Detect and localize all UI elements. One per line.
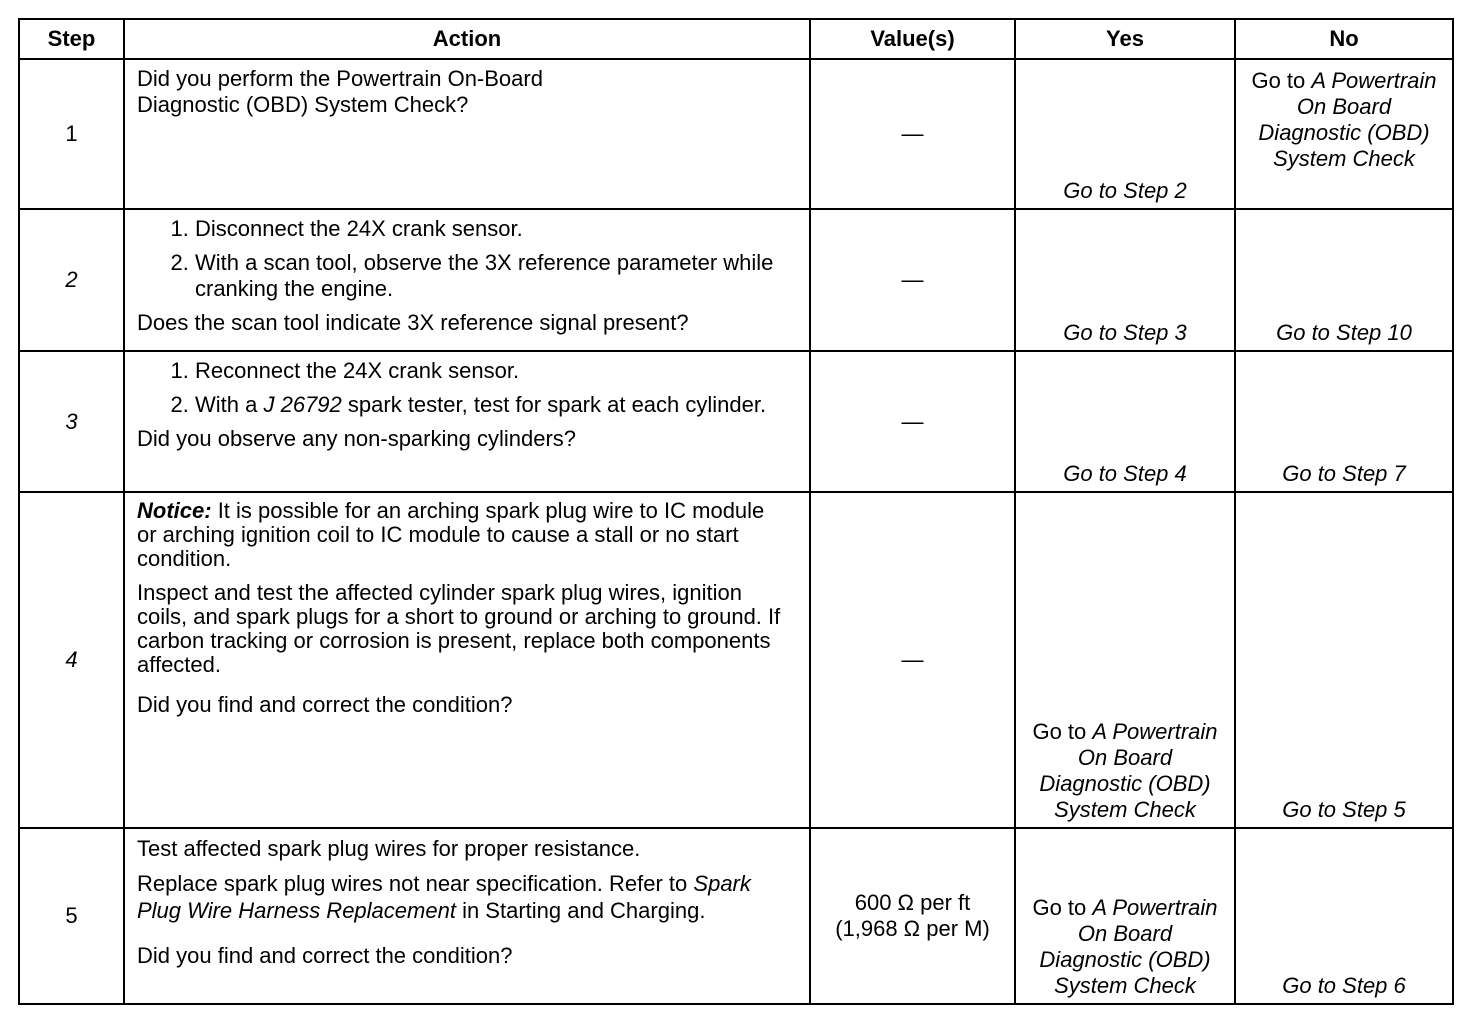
step-number: 1	[19, 59, 124, 209]
table-row-step-3	[19, 351, 1453, 492]
goto-target-link[interactable]: A Powertrain On Board Diagnostic (OBD) System Check	[1039, 895, 1218, 998]
table-row-step-1	[19, 59, 1453, 209]
tool-number: J 26792	[263, 392, 342, 417]
resistance-spec-metric: (1,968 Ω per M)	[835, 916, 990, 941]
header-values: Value(s)	[810, 19, 1015, 59]
reference-link[interactable]: Spark Plug Wire Harness Replacement	[137, 871, 751, 923]
header-step: Step	[19, 19, 124, 59]
step-number: 2	[19, 209, 124, 351]
no-cell	[1235, 59, 1453, 209]
action-cell	[124, 209, 810, 351]
notice-paragraph: Notice: It is possible for an arching spark plug wire to IC module or arching ignition coil to IC module to cause a stall or no start condition.	[137, 498, 765, 571]
action-cell	[124, 828, 810, 1004]
action-question: Did you find and correct the condition?	[137, 692, 513, 717]
action-question: Does the scan tool indicate 3X reference signal present?	[137, 310, 689, 335]
table-row-step-2	[19, 209, 1453, 351]
table-row-step-5	[19, 828, 1453, 1004]
action-cell	[124, 59, 810, 209]
action-item: 1. Reconnect the 24X crank sensor.	[195, 358, 799, 384]
header-row	[19, 19, 1453, 59]
action-item: 2. With a J 26792 spark tester, test for spark at each cylinder.	[195, 392, 799, 418]
goto-prefix: Go to	[1251, 68, 1306, 93]
value-cell: —	[810, 59, 1015, 209]
step-number: 3	[19, 351, 124, 492]
action-paragraph: Test affected spark plug wires for proper resistance.	[137, 836, 641, 861]
step-number: 5	[19, 828, 124, 1004]
table-row-step-4	[19, 492, 1453, 828]
yes-cell: Go to Step 2	[1015, 59, 1235, 209]
goto-target-link[interactable]: A Powertrain On Board Diagnostic (OBD) System Check	[1258, 68, 1437, 171]
no-cell: Go to Step 5	[1235, 492, 1453, 828]
action-item: 2. With a scan tool, observe the 3X reference parameter while cranking the engine.	[195, 250, 799, 302]
diagnostic-table	[18, 18, 1454, 1005]
action-item: 1. Disconnect the 24X crank sensor.	[195, 216, 799, 242]
yes-cell	[1015, 492, 1235, 828]
header-no: No	[1235, 19, 1453, 59]
action-question: Did you observe any non-sparking cylinders?	[137, 426, 577, 451]
value-cell: —	[810, 351, 1015, 492]
yes-cell	[1015, 828, 1235, 1004]
value-cell: —	[810, 492, 1015, 828]
action-cell	[124, 492, 810, 828]
action-question: Did you find and correct the condition?	[137, 943, 513, 968]
yes-cell: Go to Step 3	[1015, 209, 1235, 351]
yes-cell: Go to Step 4	[1015, 351, 1235, 492]
resistance-spec: 600 Ω per ft	[854, 890, 971, 915]
action-question: Did you perform the Powertrain On-Board Diagnostic (OBD) System Check?	[137, 66, 543, 117]
value-cell	[810, 828, 1015, 1004]
header-action: Action	[124, 19, 810, 59]
goto-target-link[interactable]: A Powertrain On Board Diagnostic (OBD) System Check	[1039, 719, 1218, 822]
no-cell: Go to Step 7	[1235, 351, 1453, 492]
no-cell: Go to Step 10	[1235, 209, 1453, 351]
action-paragraph: Replace spark plug wires not near specification. Refer to Spark Plug Wire Harness Replacement in Starting and Charging.	[137, 871, 751, 923]
step-number: 4	[19, 492, 124, 828]
no-cell: Go to Step 6	[1235, 828, 1453, 1004]
goto-prefix: Go to	[1032, 895, 1087, 920]
action-cell	[124, 351, 810, 492]
value-cell: —	[810, 209, 1015, 351]
header-yes: Yes	[1015, 19, 1235, 59]
goto-prefix: Go to	[1032, 719, 1087, 744]
notice-label: Notice:	[137, 498, 212, 523]
action-paragraph: Inspect and test the affected cylinder spark plug wires, ignition coils, and spark plugs for a short to ground or arching to ground. If carbon tracking or corrosion is present, replace both components affected.	[137, 580, 781, 677]
